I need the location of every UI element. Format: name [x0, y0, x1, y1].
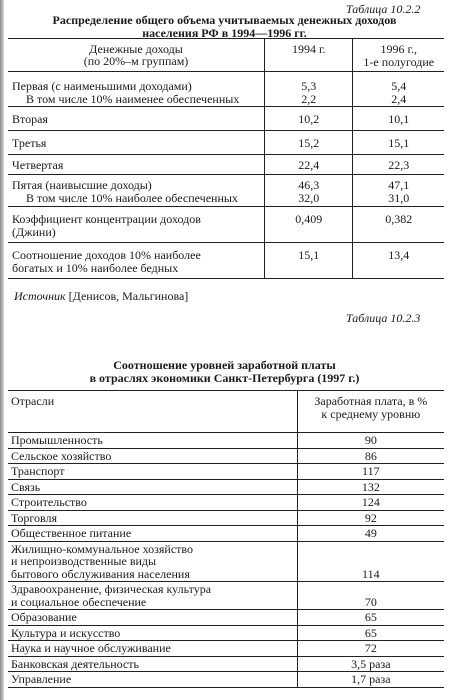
industry-label: бытового обслуживания населения [11, 566, 190, 581]
row-label [8, 243, 265, 279]
table1-title-line1: Распределение общего объема учитываемых денежных доходов [52, 13, 397, 27]
value: 2,2 [301, 91, 317, 106]
table-row [8, 541, 444, 582]
source-label: Источник [14, 289, 66, 303]
value-1994: 0,409 [265, 207, 353, 243]
row-label [8, 72, 265, 107]
wage-value: 70 [297, 582, 444, 610]
row-label: Вторая [8, 107, 265, 131]
value: 2,4 [391, 91, 407, 106]
wage-value: 65 [297, 625, 444, 641]
header-wage-line2: к среднему уровню [321, 406, 421, 421]
group-first-sub: В том числе 10% наименее обеспеченных [26, 91, 240, 106]
header-income-line2: (по 20%–м группам) [83, 54, 189, 68]
industry-cell [8, 610, 297, 626]
wage-value: 86 [297, 448, 444, 464]
industry-label: Торговля [11, 510, 58, 525]
ratio-label-2: богатых и 10% наиболее бедных [12, 260, 179, 275]
table1-caption: Таблица 10.2.2 [346, 2, 421, 16]
row-label [8, 175, 265, 207]
table-row [8, 656, 444, 672]
value: 32,0 [298, 190, 320, 205]
group-fifth-sub: В том числе 10% наиболее обеспеченных [26, 190, 238, 205]
value-1996: 15,1 [353, 131, 444, 155]
industry-cell [8, 479, 297, 495]
value-1994 [265, 72, 353, 107]
header-1994: 1994 г. [265, 39, 353, 72]
table2-title-line2: в отраслях экономики Санкт-Петербурга (1997 г.) [89, 371, 360, 385]
table-row [8, 433, 444, 449]
source-note [14, 289, 188, 304]
industry-cell [8, 495, 297, 511]
header-wage [297, 391, 444, 433]
wage-value: 65 [297, 610, 444, 626]
table-header-row [8, 39, 444, 72]
value-1996: 0,382 [353, 207, 444, 243]
wage-value: 49 [297, 526, 444, 542]
table-row [8, 610, 444, 626]
industry-label: Строительство [11, 495, 87, 509]
industry-cell [8, 433, 297, 449]
value-1994: 10,2 [265, 107, 353, 131]
value-1994: 15,2 [265, 131, 353, 155]
table2-caption: Таблица 10.2.3 [346, 311, 421, 325]
wage-value: 72 [297, 641, 444, 657]
table-row [8, 107, 444, 131]
row-label: Четвертая [8, 155, 265, 175]
table-row [8, 155, 444, 175]
value: 46,3 [298, 178, 320, 192]
table-row [8, 526, 444, 542]
source-text: [Денисов, Мальгинова] [68, 289, 189, 303]
table1-title [0, 14, 449, 40]
table-row [8, 243, 444, 279]
wage-value: 117 [297, 464, 444, 480]
table-row [8, 464, 444, 480]
wage-value: 114 [297, 541, 444, 582]
industry-cell [8, 541, 297, 582]
header-wage-line1: Заработная плата, в % [314, 394, 428, 408]
table-row [8, 207, 444, 243]
value-1996: 13,4 [353, 243, 444, 279]
wage-value: 92 [297, 510, 444, 526]
value-1994 [265, 175, 353, 207]
gini-label: Коэффициент концентрации доходов [12, 212, 201, 226]
wage-ratio-table [8, 390, 444, 688]
industry-label: и непроизводственные виды [11, 554, 157, 568]
row-label: Третья [8, 131, 265, 155]
industry-cell [8, 641, 297, 657]
industry-label: Общественное питание [11, 526, 132, 540]
table-row [8, 641, 444, 657]
ratio-label: Соотношение доходов 10% наиболее [12, 248, 201, 262]
industry-label: Промышленность [11, 433, 103, 447]
table-row [8, 672, 444, 688]
industry-cell [8, 448, 297, 464]
wage-value: 132 [297, 479, 444, 495]
industry-label: Сельское хозяйство [11, 448, 112, 463]
table-header-row [8, 391, 444, 433]
scan-edge [0, 0, 4, 700]
value-1994: 15,1 [265, 243, 353, 279]
header-income [8, 39, 265, 72]
industry-label: Здравоохранение, физическая культура [11, 582, 212, 596]
value: 47,1 [388, 178, 410, 192]
table-row [8, 625, 444, 641]
wage-value: 124 [297, 495, 444, 511]
income-distribution-table [8, 38, 444, 279]
value-1996: 22,3 [353, 155, 444, 175]
table-row [8, 582, 444, 610]
table-row [8, 495, 444, 511]
industry-cell [8, 526, 297, 542]
table-row [8, 510, 444, 526]
header-income-line1: Денежные доходы [89, 41, 183, 56]
industry-label: Транспорт [11, 464, 65, 478]
header-1996-line2: 1-е полугодие [363, 54, 435, 69]
row-label [8, 207, 265, 243]
value-1996 [353, 72, 444, 107]
header-industry: Отрасли [8, 391, 297, 433]
table-row [8, 448, 444, 464]
industry-label: Связь [11, 479, 41, 494]
header-1996 [353, 39, 444, 72]
industry-label: Наука и научное обслуживание [11, 641, 171, 655]
value-1994: 22,4 [265, 155, 353, 175]
industry-label: Жилищно-коммунальное хозяйство [11, 541, 194, 556]
industry-cell [8, 625, 297, 641]
industry-label: Культура и искусство [11, 625, 121, 640]
table-row [8, 479, 444, 495]
group-first-label: Первая (с наименьшими доходами) [12, 79, 192, 93]
wage-value: 90 [297, 433, 444, 449]
industry-cell [8, 464, 297, 480]
header-1996-line1: 1996 г., [380, 42, 418, 56]
industry-cell [8, 582, 297, 610]
group-fifth-label: Пятая (наивысшие доходы) [12, 178, 152, 192]
table-row [8, 131, 444, 155]
value-1996 [353, 175, 444, 207]
industry-cell [8, 672, 297, 688]
value: 5,4 [391, 79, 407, 93]
value: 5,3 [301, 79, 317, 93]
table2-title-line1: Соотношение уровней заработной платы [113, 358, 336, 372]
table1-title-line2: населения РФ в 1994—1996 гг. [142, 26, 307, 40]
wage-value: 1,7 раза [297, 672, 444, 688]
table-row [8, 72, 444, 107]
industry-label: и социальное обеспечение [11, 594, 147, 609]
table-row [8, 175, 444, 207]
table2-title [0, 359, 449, 385]
industry-label: Управление [11, 672, 72, 686]
industry-label: Образование [11, 610, 77, 624]
industry-cell [8, 510, 297, 526]
value-1996: 10,1 [353, 107, 444, 131]
gini-label-2: (Джини) [12, 224, 56, 239]
value: 31,0 [388, 190, 410, 205]
industry-cell [8, 656, 297, 672]
wage-value: 3,5 раза [297, 656, 444, 672]
industry-label: Банковская деятельность [11, 656, 140, 671]
